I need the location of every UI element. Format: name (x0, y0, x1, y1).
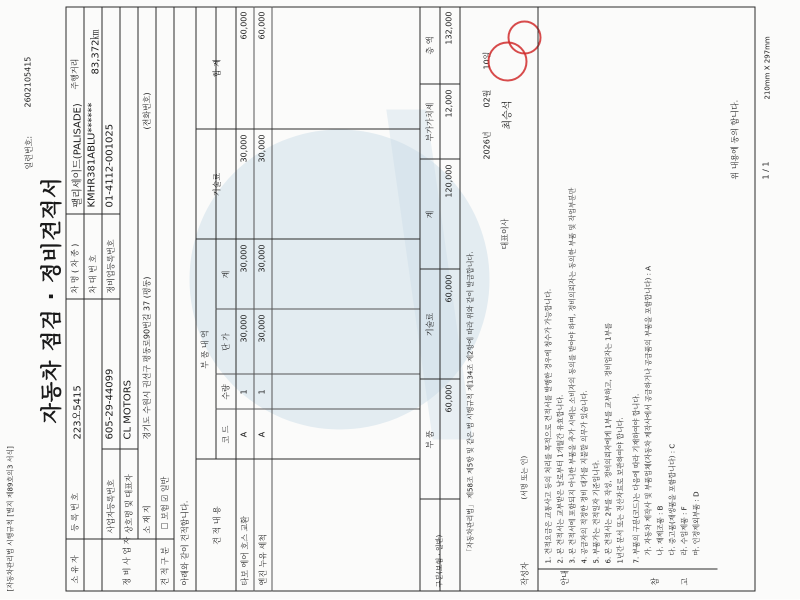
col-sum-header: 계 (221, 270, 231, 279)
owner-label: 소 유 자 (70, 555, 80, 584)
address-value: 경기도 수원시 권선구 평동로90번길 37 (평동) (142, 276, 152, 440)
biz-reg-value: 605-29-44099 (104, 368, 116, 440)
note-6: 6. 본 견적서는 2부를 작성, 정비의뢰자에게 1부를 교부하고, 정비업자는 1부를 (604, 322, 613, 564)
note-4: 4. 공급자의 적정한 정비 대가를 지불할 의무가 있습니다. (580, 390, 589, 564)
col-parts-header: 부 품 내 역 (200, 330, 210, 369)
col-item-header: 견 적 내 용 (212, 506, 222, 545)
summary-total-value: 132,000 (444, 11, 454, 45)
notes-side-title: 참 (650, 577, 660, 586)
date-day: 10일 (482, 51, 492, 70)
biz-reg-label: 사업자등록번호 (106, 479, 116, 534)
summary-vat-value: 12,000 (444, 89, 454, 118)
row1-total: 60,000 (239, 11, 249, 40)
consent-text: 위 내용에 동의 합니다. (730, 99, 740, 180)
note-5: 5. 부품가는 견적일자 기준입니다. (592, 460, 601, 564)
phone-label: (전화번호) (142, 92, 152, 130)
notes-side-label: 고 (680, 577, 690, 586)
row2-total: 60,000 (257, 11, 267, 40)
summary-parts-value: 60,000 (444, 384, 454, 413)
row1-qty: 1 (239, 389, 249, 395)
reg-number-label: 등 록 번 호 (70, 492, 80, 532)
vin-value: KMHR381ABLU****** (86, 102, 98, 208)
shop-reg-value: 01-4112-001025 (104, 123, 116, 208)
model-value: 팰리세이드(PALISADE) (72, 103, 84, 208)
parts-note: 7. 부품의 구분(코드)는 다음에 따라 기재하여야 합니다. (632, 393, 641, 564)
page-number: 1 / 1 (761, 161, 771, 180)
category-value: ☐ 보험 ☑ 일반 (160, 476, 170, 530)
note-2: 2. 본 견적서는 교부받은 날로부터 1개월간 유효합니다. (556, 394, 565, 564)
date-month: 02월 (482, 89, 492, 108)
notes-title: 안내 (560, 570, 570, 586)
row1-unit: 30,000 (239, 314, 249, 343)
summary-label: 구분(보험 · 일반) (435, 534, 444, 588)
summary-labor-label: 기술료 (425, 312, 435, 337)
shop-label: 정 비 사 업 자 (122, 536, 132, 586)
summary-sum-value: 120,000 (444, 164, 454, 198)
date-year: 2026년 (482, 131, 492, 160)
ceo-label: 대표이사 (500, 218, 510, 250)
mileage-label: 주행거리 (70, 58, 80, 90)
col-code-header: 코 드 (221, 425, 231, 444)
estimate-form (0, 1, 800, 600)
parts-code-d: 라. 수입제품 : F (680, 506, 689, 556)
model-type-label: 차 명 ( 차 종 ) (70, 243, 80, 294)
seal-stamp (508, 21, 542, 55)
summary-parts-label: 부 품 (425, 430, 435, 449)
col-qty-header: 수량 (221, 384, 231, 400)
address-label: 소 재 지 (142, 505, 152, 534)
category-label: 견 적 구 분 (160, 546, 170, 586)
note-3: 3. 본 견적서에 포함되지 아니한 부품을 추가 시에는 소비자의 동의를 받아야 하며, 정비의뢰자는 동의한 부품 및 작업부분만 (568, 187, 577, 564)
parts-code-c: 다. 중고품(재생품을 포함합니다) : C (668, 443, 677, 556)
row1-code: A (239, 431, 249, 438)
form-reference: [자동차관리법 시행규칙 [별지 제89호의3 서식] (6, 446, 15, 592)
row1-item: 타보 에어 호스 교환 (240, 516, 250, 586)
writer-label: 작성자 (520, 562, 530, 586)
estimate-note: 아래와 같이 견적합니다. (180, 500, 190, 586)
document-title: 자동차 점검 · 정비견적서 (39, 176, 64, 424)
row2-labor: 30,000 (257, 134, 267, 163)
row1-labor: 30,000 (239, 134, 249, 163)
reg-number-value: 223오5415 (72, 385, 84, 440)
parts-code-a: 가. 자동차 제작사 및 부품업체(자동차 제작사에서 공급하거나 공급품의 부품을 포함합니다) : A (644, 265, 653, 556)
shop-reg-label: 정비업등록번호 (106, 239, 116, 294)
summary-vat-label: 부가가치세 (425, 102, 435, 142)
row2-code: A (257, 431, 267, 438)
parts-code-b: 나. 재제조품 : B (656, 505, 665, 556)
name-label: 상호명 및 대표자 (124, 474, 134, 534)
row1-sum: 30,000 (239, 244, 249, 273)
serial-number: 2602105415 (23, 56, 33, 108)
col-labor-header: 기술료 (212, 172, 222, 197)
name-value: CL MOTORS (122, 379, 134, 440)
col-unit-header: 단 가 (221, 333, 231, 351)
summary-labor-value: 60,000 (444, 274, 454, 303)
parts-code-e: 마. 인정제외부품 : D (692, 491, 701, 556)
row2-sum: 30,000 (257, 244, 267, 273)
row2-unit: 30,000 (257, 314, 267, 343)
summary-sum-label: 계 (425, 210, 435, 219)
summary-total-label: 총 액 (425, 36, 435, 55)
note-7: 1년간 문서 또는 전산자료로 보관하여야 합니다. (616, 417, 625, 564)
legal-statement: 「자동차관리법」 제58조 제5항 및 같은 법 시행규칙 제134조 제2항에 따라 위와 같이 발급합니다. (466, 251, 475, 556)
ceo-name: 최승석 (502, 100, 514, 130)
sign-note: (서명 또는 인) (520, 455, 529, 500)
paper-size: 210mm X 297mm (763, 36, 772, 100)
col-total-header: 합 계 (212, 59, 222, 77)
row2-item: 엔진 누유 세척 (258, 534, 268, 586)
vin-label: 차 대 번 호 (88, 254, 98, 294)
row2-qty: 1 (257, 389, 267, 395)
mileage-value: 83,372㎞ (90, 29, 102, 75)
serial-label: 일련번호: (24, 135, 34, 170)
note-1: 1. 견적요금은 교통사고 등의 처리를 목적으로 견적서를 발행한 경우에 청수가 가능합니다. (544, 288, 553, 564)
